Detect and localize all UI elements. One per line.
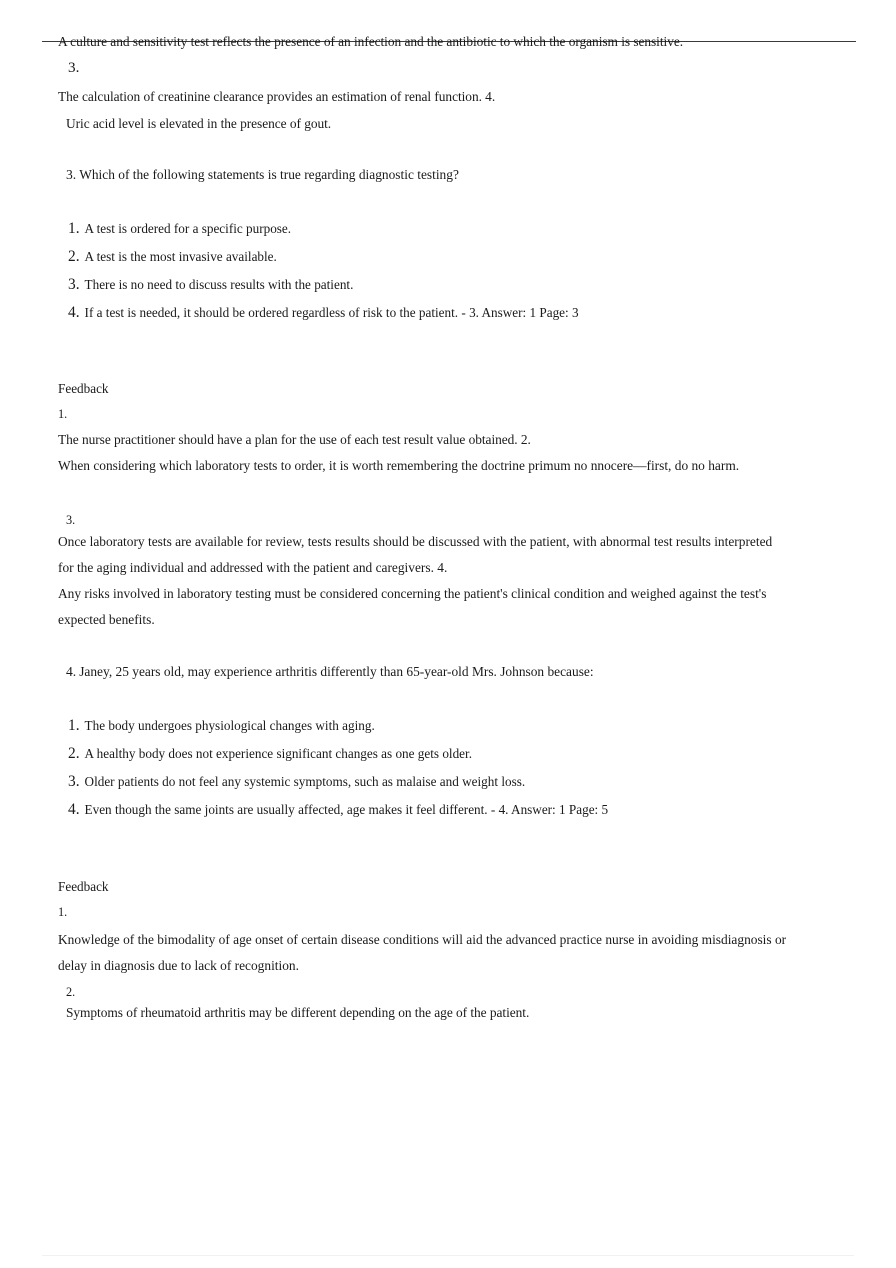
question-4-feedback-item-2-number: 2. bbox=[66, 985, 76, 999]
option-number: 3. bbox=[68, 276, 80, 293]
question-4-feedback-label: Feedback bbox=[58, 879, 109, 894]
option-label: Older patients do not feel any systemic symptoms, such as malaise and weight loss. bbox=[84, 774, 526, 789]
question-3-feedback-item-1-number: 1. bbox=[58, 407, 68, 421]
question-3-stem bbox=[66, 167, 459, 183]
question-3-feedback-item-3-text: Once laboratory tests are available for review, tests results should be discussed with the patient, with abnormal test results interpreted for the aging individual and addressed with the patient and caregivers. 4. bbox=[58, 534, 773, 575]
question-4-feedback-item-2-text: Symptoms of rheumatoid arthritis may be different depending on the age of the patient. bbox=[66, 1005, 530, 1020]
option-label: A test is ordered for a specific purpose. bbox=[84, 221, 292, 236]
question-3-option-2[interactable] bbox=[68, 249, 277, 265]
bottom-horizontal-rule bbox=[42, 1255, 854, 1256]
question-4-option-3[interactable] bbox=[68, 774, 525, 790]
question-3-stem-text: Which of the following statements is true regarding diagnostic testing? bbox=[79, 167, 459, 182]
carryover-item-4-text: Uric acid level is elevated in the presence of gout. bbox=[66, 116, 332, 131]
question-3-feedback-item-2-text: When considering which laboratory tests to order, it is worth remembering the doctrine primum no nnocere—first, do no harm. bbox=[58, 458, 740, 473]
question-4-number: 4. bbox=[66, 664, 77, 679]
option-label: A healthy body does not experience significant changes as one gets older. bbox=[84, 746, 472, 761]
option-number: 4. bbox=[68, 801, 80, 818]
question-3-option-4[interactable] bbox=[68, 305, 579, 321]
option-number: 4. bbox=[68, 304, 80, 321]
question-3-feedback-item-4-text: Any risks involved in laboratory testing must be considered concerning the patient's clinical condition and weighed against the test's expected benefits. bbox=[58, 586, 767, 627]
question-4-feedback-item-1-number: 1. bbox=[58, 905, 68, 919]
question-4-feedback-item-1-text: Knowledge of the bimodality of age onset of certain disease conditions will aid the advanced practice nurse in avoiding misdiagnosis or delay in diagnosis due to lack of recognition. bbox=[58, 932, 787, 973]
option-label: There is no need to discuss results with the patient. bbox=[84, 277, 354, 292]
question-4-option-2[interactable] bbox=[68, 746, 472, 762]
option-label: The body undergoes physiological changes with aging. bbox=[84, 718, 375, 733]
question-4-option-1[interactable] bbox=[68, 718, 375, 734]
question-3-feedback-item-3-number: 3. bbox=[66, 513, 76, 527]
option-number: 1. bbox=[68, 717, 80, 734]
option-label: Even though the same joints are usually affected, age makes it feel different. - 4. Answer: 1 Page: 5 bbox=[84, 802, 609, 817]
question-3-feedback-item-1-text: The nurse practitioner should have a plan for the use of each test result value obtained. 2. bbox=[58, 432, 531, 447]
question-4-stem bbox=[66, 664, 594, 680]
option-number: 3. bbox=[68, 773, 80, 790]
option-number: 1. bbox=[68, 220, 80, 237]
question-3-number: 3. bbox=[66, 167, 77, 182]
option-number: 2. bbox=[68, 248, 80, 265]
question-3-option-1[interactable] bbox=[68, 221, 291, 237]
question-3-option-3[interactable] bbox=[68, 277, 353, 293]
question-4-stem-text: Janey, 25 years old, may experience arthritis differently than 65-year-old Mrs. Johnson because: bbox=[79, 664, 594, 679]
option-label: If a test is needed, it should be ordered regardless of risk to the patient. - 3. Answer: 1 Page: 3 bbox=[84, 305, 579, 320]
question-4-option-4[interactable] bbox=[68, 802, 608, 818]
option-label: A test is the most invasive available. bbox=[84, 249, 277, 264]
option-number: 2. bbox=[68, 745, 80, 762]
carryover-item-3-number: 3. bbox=[68, 59, 80, 76]
top-statement-text: A culture and sensitivity test reflects the presence of an infection and the antibiotic to which the organism is sensitive. bbox=[58, 34, 684, 49]
question-3-feedback-label: Feedback bbox=[58, 381, 109, 396]
carryover-item-3-text: The calculation of creatinine clearance provides an estimation of renal function. 4. bbox=[58, 89, 496, 104]
